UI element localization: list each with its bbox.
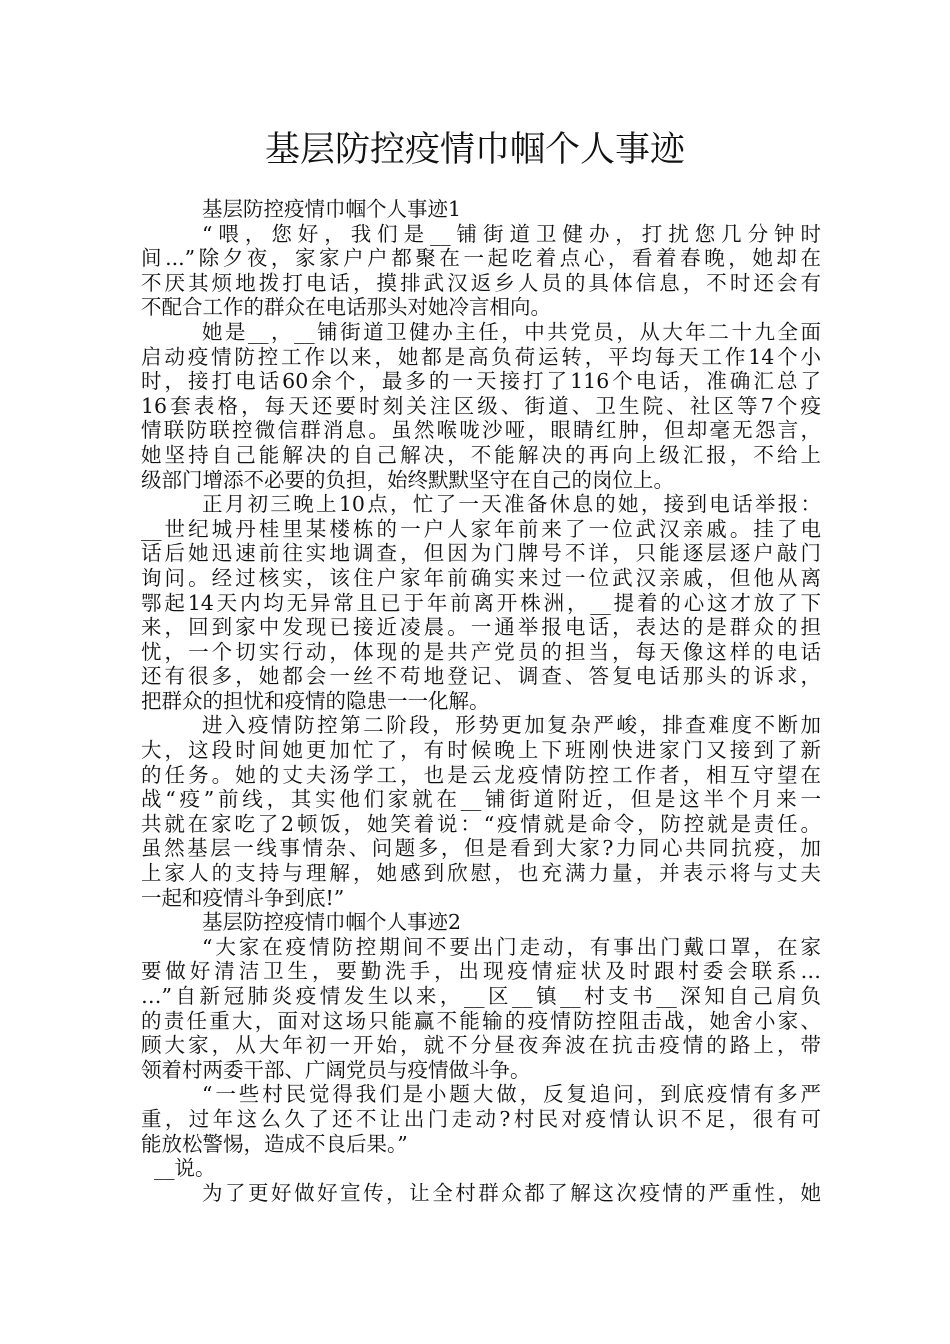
text-line: 鄂起14天内均无异常且已于年前离开株洲，__提着的心这才放了下 xyxy=(141,590,821,615)
text-line: 还有很多，她都会一丝不苟地登记、调查、答复电话那头的诉求， xyxy=(141,664,821,689)
text-line: 时，接打电话60余个，最多的一天接打了116个电话，准确汇总了 xyxy=(141,369,821,394)
document-body xyxy=(141,197,821,1205)
text-line: 战“疫”前线，其实他们家就在__铺街道附近，但是这半个月来一 xyxy=(141,787,821,812)
text-line: 重，过年这么久了还不让出门走动?村民对疫情认识不足，很有可 xyxy=(141,1106,821,1131)
text-line: 基层防控疫情巾帼个人事迹1 xyxy=(202,197,462,221)
text-line: 她坚持自己能解决的自己解决，不能解决的再向上级汇报，不给上 xyxy=(141,442,821,467)
text-line: 来，回到家中发现已接近凌晨。一通举报电话，表达的是群众的担 xyxy=(141,615,821,640)
text-line: 间...”除夕夜，家家户户都聚在一起吃着点心，看着春晚，她却在 xyxy=(141,246,821,271)
text-line: 正月初三晚上10点，忙了一天准备休息的她，接到电话举报： xyxy=(202,492,821,517)
text-line: 领着村两委干部、广阔党员与疫情做斗争。 xyxy=(141,1057,531,1082)
text-line: 级部门增添不必要的负担，始终默默坚守在自己的岗位上。 xyxy=(141,467,674,492)
text-line: 基层防控疫情巾帼个人事迹2 xyxy=(202,910,462,935)
text-line: 顾大家，从大年初一开始，就不分昼夜奔波在抗击疫情的路上，带 xyxy=(141,1033,821,1058)
text-line: 大，这段时间她更加忙了，有时候晚上下班刚快进家门又接到了新 xyxy=(141,738,821,763)
text-line: 忧，一个切实行动，体现的是共产党员的担当，每天像这样的电话 xyxy=(141,639,821,664)
text-line: 的任务。她的丈夫汤学工，也是云龙疫情防控工作者，相互守望在 xyxy=(141,762,821,787)
document-title: 基层防控疫情巾帼个人事迹 xyxy=(264,130,685,170)
text-line: 把群众的担忧和疫情的隐患一一化解。 xyxy=(141,688,490,713)
text-line: 上家人的支持与理解，她感到欣慰，也充满力量，并表示将与丈夫 xyxy=(141,861,821,886)
text-line: 虽然基层一线事情杂、问题多，但是看到大家?力同心共同抗疫，加 xyxy=(141,836,821,861)
text-line: 一起和疫情斗争到底!” xyxy=(141,885,345,910)
text-line: 能放松警惕，造成不良后果。” xyxy=(141,1131,408,1156)
text-line: 的责任重大，面对这场只能赢不能输的疫情防控阻击战，她舍小家、 xyxy=(141,1008,821,1033)
text-line: 启动疫情防控工作以来，她都是高负荷运转，平均每天工作14个小 xyxy=(141,344,821,369)
text-line: …”自新冠肺炎疫情发生以来，__区__镇__村支书__深知自己肩负 xyxy=(141,984,821,1008)
text-line: “一些村民觉得我们是小题大做，反复追问，到底疫情有多严 xyxy=(202,1082,821,1107)
text-line: 情联防联控微信群消息。虽然喉咙沙哑，眼睛红肿，但却毫无怨言， xyxy=(141,418,821,443)
text-line: 共就在家吃了2顿饭，她笑着说：“疫情就是命令，防控就是责任。 xyxy=(141,811,821,836)
text-line: 要做好清洁卫生，要勤洗手，出现疫情症状及时跟村委会联系… xyxy=(141,959,821,984)
text-line: 询问。经过核实，该住户家年前确实来过一位武汉亲戚，但他从离 xyxy=(141,565,821,590)
text-line: __世纪城丹桂里某楼栋的一户人家年前来了一位武汉亲戚。挂了电 xyxy=(141,516,821,541)
text-line: 她是__，__铺街道卫健办主任，中共党员，从大年二十九全面 xyxy=(202,319,821,344)
text-line: 不厌其烦地拨打电话，摸排武汉返乡人员的具体信息，不时还会有 xyxy=(141,270,821,295)
text-line: 16套表格，每天还要时刻关注区级、街道、卫生院、社区等7个疫 xyxy=(141,393,821,418)
text-line: __说。 xyxy=(154,1156,216,1181)
text-line: “大家在疫情防控期间不要出门走动，有事出门戴口罩，在家 xyxy=(202,934,821,959)
text-line: 话后她迅速前往实地调查，但因为门牌号不详，只能逐层逐户敲门 xyxy=(141,541,821,566)
text-line: “喂，您好，我们是__铺街道卫健办，打扰您几分钟时 xyxy=(202,221,821,246)
text-line: 为了更好做好宣传，让全村群众都了解这次疫情的严重性，她 xyxy=(202,1180,821,1205)
text-line: 进入疫情防控第二阶段，形势更加复杂严峻，排查难度不断加 xyxy=(202,713,821,738)
text-line: 不配合工作的群众在电话那头对她冷言相向。 xyxy=(141,295,551,320)
